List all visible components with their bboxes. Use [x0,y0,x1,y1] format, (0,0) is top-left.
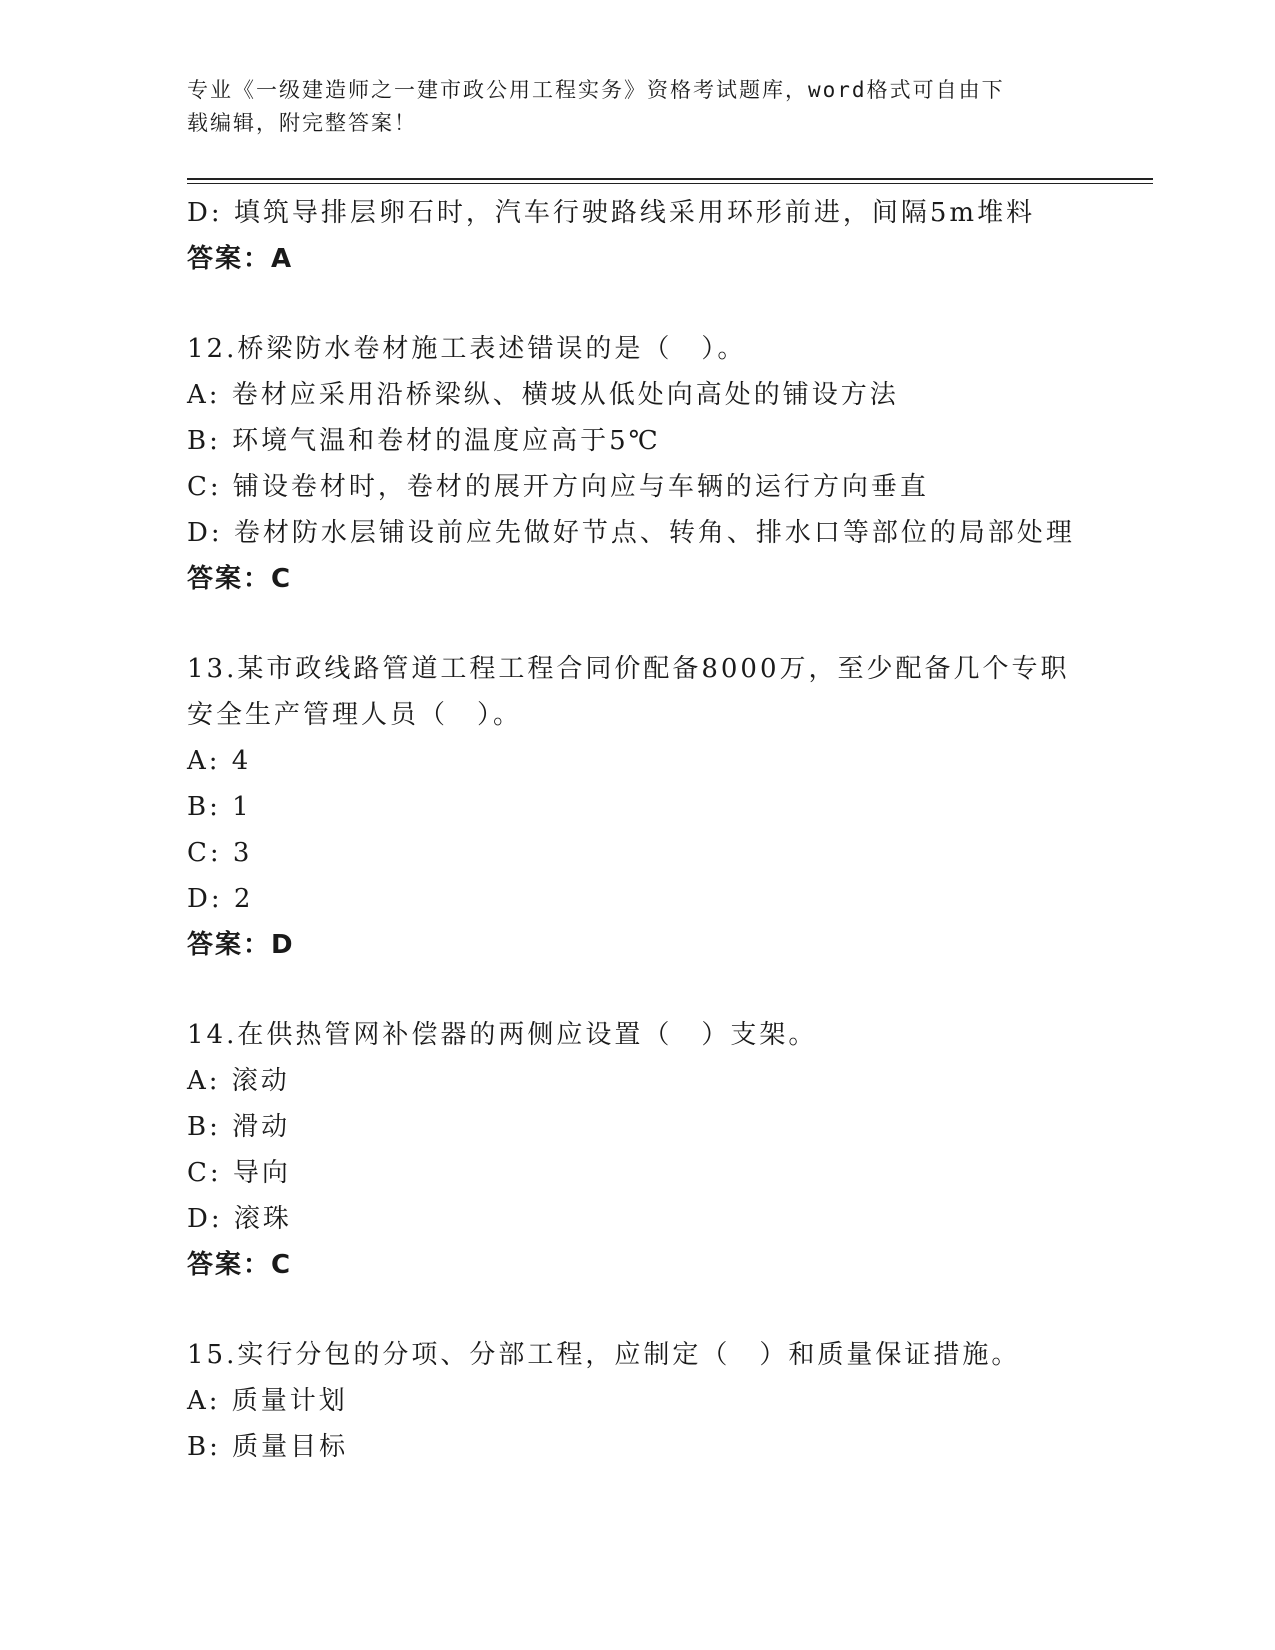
question-list [187,190,1117,1470]
question-14 [187,1012,1117,1288]
answer: 答案：A [187,244,294,274]
option-b: B: 质量目标 [187,1432,349,1462]
option-b: B: 环境气温和卷材的温度应高于5℃ [187,426,661,456]
question-title: 15.实行分包的分项、分部工程，应制定（ ）和质量保证措施。 [187,1340,1021,1370]
option-c: C: 导向 [187,1158,291,1188]
answer: 答案：C [187,564,293,594]
option-d: D: 填筑导排层卵石时，汽车行驶路线采用环形前进，间隔5m堆料 [187,198,1036,228]
question-12 [187,326,1117,602]
question-15 [187,1332,1117,1470]
question-title: 14.在供热管网补偿器的两侧应设置（ ）支架。 [187,1020,818,1050]
question-13 [187,646,1117,968]
header-divider-thin [187,183,1153,184]
option-b: B: 1 [187,792,252,822]
option-b: B: 滑动 [187,1112,291,1142]
option-a: A: 4 [187,746,252,776]
option-a: A: 卷材应采用沿桥梁纵、横坡从低处向高处的铺设方法 [187,380,899,410]
option-d: D: 滚珠 [187,1204,292,1234]
header-line-1: 专业《一级建造师之一建市政公用工程实务》资格考试题库，word格式可自由下 [187,78,1005,102]
question-title-line-1: 13.某市政线路管道工程工程合同价配备8000万，至少配备几个专职 [187,654,1070,684]
option-a: A: 滚动 [187,1066,290,1096]
header-line-2: 载编辑，附完整答案！ [187,111,417,135]
header-divider [187,178,1153,180]
option-d: D: 2 [187,884,254,914]
question-title-line-2: 安全生产管理人员（ ）。 [187,700,523,730]
question-title: 12.桥梁防水卷材施工表述错误的是（ ）。 [187,334,747,364]
option-a: A: 质量计划 [187,1386,348,1416]
answer: 答案：D [187,930,295,960]
option-c: C: 铺设卷材时，卷材的展开方向应与车辆的运行方向垂直 [187,472,929,502]
document-header [187,74,1087,140]
answer: 答案：C [187,1250,293,1280]
question-fragment [187,190,1117,282]
option-c: C: 3 [187,838,253,868]
option-d: D: 卷材防水层铺设前应先做好节点、转角、排水口等部位的局部处理 [187,518,1075,548]
